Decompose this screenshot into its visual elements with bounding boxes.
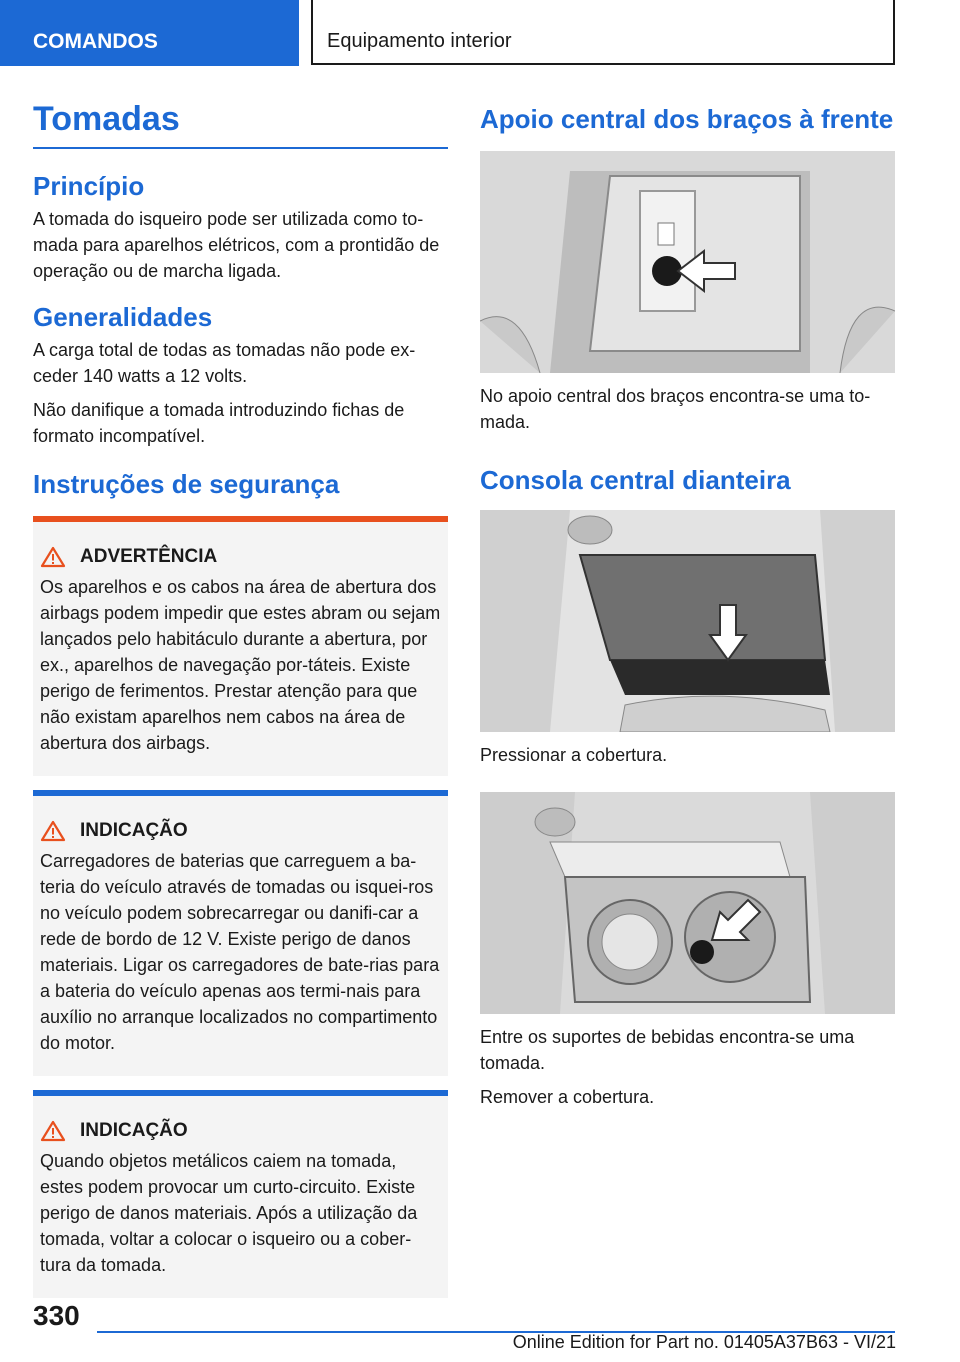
notice-label-2: INDICAÇÃO	[80, 1120, 188, 1141]
warning-box	[33, 516, 448, 776]
right-column	[480, 100, 895, 1110]
section-label: COMANDOS	[33, 30, 158, 53]
edition-text: Online Edition for Part no. 01405A37B63 - VI/21	[512, 1332, 896, 1352]
consola-heading: Consola central dianteira	[480, 465, 791, 495]
principio-text: A tomada do isqueiro pode ser utilizada como to-mada para aparelhos elétricos, com a prontidão de operação ou de marcha ligada.	[33, 209, 440, 281]
consola-caption-3: Remover a cobertura.	[480, 1087, 655, 1107]
warning-triangle-icon	[40, 1120, 66, 1142]
console-cover-photo	[480, 510, 895, 732]
notice-box-1	[33, 790, 448, 1076]
left-column	[33, 100, 448, 1298]
warning-triangle-icon	[40, 820, 66, 842]
consola-caption-2: Entre os suportes de bebidas encontra-se uma tomada.	[480, 1027, 855, 1073]
cup-holder-socket-photo	[480, 792, 895, 1014]
warning-text: Os aparelhos e os cabos na área de abertura dos airbags podem impedir que estes abram ou sejam lançados pelo habitáculo durante a abertura, por ex., aparelhos de navegação por-táteis. Existe perigo de ferimentos. Prestar atenção para que não existam aparelhos nem cabos na área de abertura dos airbags.	[40, 577, 441, 753]
notice-title-2	[40, 1116, 441, 1146]
warning-title	[40, 542, 441, 572]
notice-label-1: INDICAÇÃO	[80, 820, 188, 841]
generalidades-text-2: Não danifique a tomada introduzindo fichas de formato incompatível.	[33, 400, 405, 446]
armrest-socket-photo	[480, 151, 895, 373]
seguranca-heading: Instruções de segurança	[33, 469, 340, 499]
page-number: 330	[33, 1300, 80, 1331]
page-title: Tomadas	[33, 100, 448, 149]
generalidades-heading: Generalidades	[33, 302, 213, 332]
warning-label: ADVERTÊNCIA	[80, 546, 218, 567]
apoio-heading: Apoio central dos braços à frente	[480, 104, 894, 134]
consola-caption-1: Pressionar a cobertura.	[480, 745, 668, 765]
notice-text-1: Carregadores de baterias que carreguem a ba-teria do veículo através de tomadas ou isquei-ros no veículo podem sobrecarregar ou danifi-car a rede de bordo de 12 V. Existe perigo de danos materiais. Ligar os carregadores de bate-rias para a bateria do veículo apenas aos termi-nais para auxílio no arranque localizados no compartimento do motor.	[40, 851, 440, 1053]
section-tab	[0, 0, 299, 66]
chapter-label: Equipamento interior	[327, 30, 512, 52]
notice-text-2: Quando objetos metálicos caiem na tomada, estes podem provocar um curto-circuito. Existe perigo de danos materiais. Após a utilização da tomada, voltar a colocar o isqueiro ou a cober-tura da tomada.	[40, 1151, 418, 1275]
chapter-header	[311, 0, 895, 65]
notice-box-2	[33, 1090, 448, 1298]
apoio-text: No apoio central dos braços encontra-se uma to-mada.	[480, 386, 871, 432]
generalidades-text-1: A carga total de todas as tomadas não pode ex-ceder 140 watts a 12 volts.	[33, 340, 416, 386]
principio-heading: Princípio	[33, 171, 145, 201]
notice-title-1	[40, 816, 441, 846]
warning-triangle-icon	[40, 546, 66, 568]
